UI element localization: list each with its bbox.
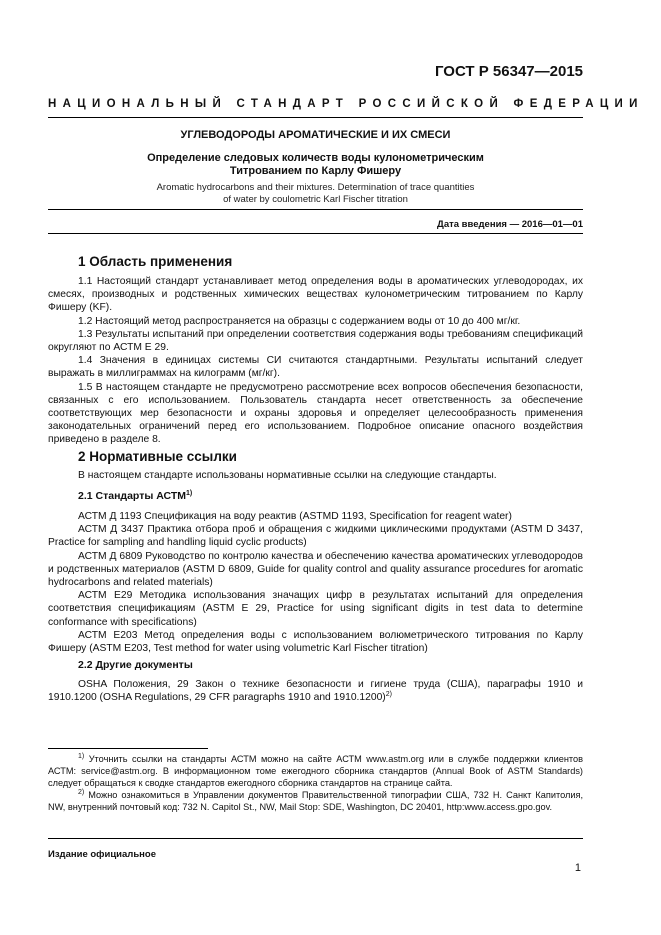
reference-text: OSHA Положения, 29 Закон о технике безопасности и гигиене труда (США), параграфы 1910 и 1910.1200 (OSHA Regulations, 29 CFR paragraphs 1910 and 1910.1200) xyxy=(48,679,583,704)
paragraph: 1.1 Настоящий стандарт устанавливает метод определения воды в ароматических углеводородах, их смесях, производных и родственных химических веществах кулонометрическим титрованием по Карлу Фишеру (KF). xyxy=(48,276,583,314)
footnote xyxy=(48,753,583,789)
document-title: УГЛЕВОДОРОДЫ АРОМАТИЧЕСКИЕ И ИХ СМЕСИ xyxy=(180,129,451,141)
reference-item: АСТМ Е203 Метод определения воды с использованием волюметрического титрования по Карлу Фишеру (ASTM E203, Test method for water using volumetric Karl Fischer titration) xyxy=(48,629,583,655)
paragraph: 1.2 Настоящий метод распространяется на образцы с содержанием воды от 10 до 400 мг/кг. xyxy=(78,315,521,327)
top-divider xyxy=(48,117,583,118)
english-title-line: Aromatic hydrocarbons and their mixtures. Determination of trace quantities xyxy=(156,182,475,193)
footer-divider xyxy=(48,838,583,839)
english-title xyxy=(48,182,583,206)
paragraph: 1.4 Значения в единицах системы СИ считаются стандартными. Результаты испытаний следует выражать в миллиграммах на килограмм (мг/кг). xyxy=(48,355,583,380)
footnote xyxy=(48,789,583,813)
section-heading-references: 2 Нормативные ссылки xyxy=(78,449,237,464)
subsection-heading-other: 2.2 Другие документы xyxy=(78,659,193,671)
section-scope-body xyxy=(48,275,583,447)
reference-item xyxy=(48,678,583,704)
title-divider xyxy=(48,209,583,210)
subtitle-line: Определение следовых количеств воды кулонометрическим xyxy=(147,152,484,164)
effective-date: Дата введения — 2016—01—01 xyxy=(437,219,583,230)
edition-label: Издание официальное xyxy=(48,849,156,860)
date-divider xyxy=(48,233,583,234)
footnote-mark: 1) xyxy=(78,753,85,760)
reference-item: АСТМ Д 3437 Практика отбора проб и обращения с жидкими циклическими продуктами (ASTM D 3437, Practice for sampling and handling liquid cyclic products) xyxy=(48,524,583,549)
reference-item: АСТМ Д 6809 Руководство по контролю качества и обеспечению качества ароматических углеводородов и родственных материалов (ASTM D 6809, Guide for quality control and quality assurance procedures for aromatic hydrocarbons and related materials) xyxy=(48,550,583,589)
footnote-text: Уточнить ссылки на стандарты АСТМ можно на сайте АСТМ www.astm.org или в службе поддержки клиентов АСТМ: service@astm.org. В информационном томе ежегодного сборника стандартов (Annual Book of ASTM Standards) следует обращаться к сводке стандартов ежегодного сборника стандартов на странице сайта. xyxy=(48,754,583,788)
footnote-mark: 2) xyxy=(78,789,85,796)
references-intro xyxy=(48,469,583,482)
paragraph: 1.5 В настоящем стандарте не предусмотрено рассмотрение всех вопросов обеспечения безопасности, связанных с его использованием. Пользователь стандарта несет ответственность за обеспечение соответствующих мер безопасности и охраны здоровья и определяет целесообразность применения законодательных ограничений перед его использованием. Подробное описание опасного воздействия приведено в разделе 8. xyxy=(48,381,583,446)
section-heading-scope: 1 Область применения xyxy=(78,254,233,269)
subsection-heading-astm xyxy=(78,490,192,502)
astm-references-list xyxy=(48,510,583,655)
national-standard-banner: НАЦИОНАЛЬНЫЙ СТАНДАРТ РОССИЙСКОЙ ФЕДЕРАЦИИ xyxy=(48,98,644,110)
footnote-text: Можно ознакомиться в Управлении документов Правительственной типографии США, 732 Н. Санкт Капитолия, NW, внутренний почтовый код: 732 N. Capitol St., NW, Mail Stop: SDE, Washington, DC 20401, http:www.access.gpo.gov. xyxy=(48,790,583,812)
paragraph: 1.3 Результаты испытаний при определении соответствия содержания воды требованиям спецификаций округляют по АСТМ Е 29. xyxy=(48,328,583,354)
english-title-line: of water by coulometric Karl Fischer titration xyxy=(223,194,408,205)
paragraph: В настоящем стандарте использованы нормативные ссылки на следующие стандарты. xyxy=(78,470,497,481)
footnote-separator xyxy=(48,748,208,749)
footnote-ref: 2) xyxy=(385,691,392,699)
reference-item: АСТМ Е29 Методика использования значащих цифр в результатах испытаний для определения соответствия спецификациям (ASTM E 29, Practice for using significant digits in test data to determine conformance with specifications) xyxy=(48,590,583,628)
page-number: 1 xyxy=(574,862,581,874)
reference-item: АСТМ Д 1193 Спецификация на воду реактив (ASTMD 1193, Specification for reagent water) xyxy=(78,511,512,522)
subtitle-line: Титрованием по Карлу Фишеру xyxy=(229,165,402,177)
other-documents-list xyxy=(48,678,583,704)
document-subtitle xyxy=(48,152,583,178)
subsection-heading-text: 2.1 Стандарты АСТМ xyxy=(78,490,187,502)
standard-code: ГОСТ Р 56347—2015 xyxy=(434,63,583,80)
footnotes xyxy=(48,753,583,813)
footnote-ref: 1) xyxy=(186,490,193,497)
